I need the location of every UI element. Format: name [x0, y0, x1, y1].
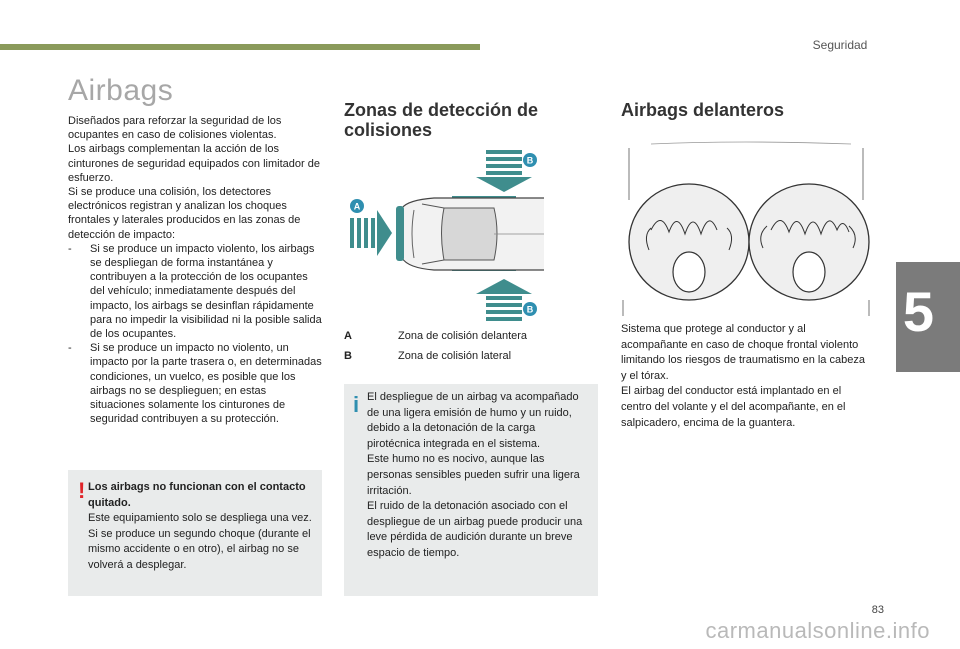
warning-text — [88, 480, 312, 574]
front-airbags-illustration — [621, 140, 871, 316]
page-title: Airbags — [68, 74, 174, 107]
zone-b-top-label: B — [526, 155, 534, 166]
zone-b-bottom-label: B — [526, 304, 534, 315]
info-paragraph: El ruido de la detonación asociado con el despliegue de un airbag puede producir una leve pérdida de audición durante un breve espacio de tiempo. — [367, 500, 583, 559]
list-item — [68, 242, 323, 341]
info-text — [367, 390, 589, 562]
page-number: 83 — [871, 604, 884, 616]
body-paragraph: El airbag del conductor está implantado en el centro del volante y el del acompañante, en el salpicadero, encima de la guantera. — [621, 385, 846, 429]
zone-a-label: A — [353, 201, 361, 212]
info-icon: i — [353, 392, 360, 417]
header-accent-bar — [0, 44, 480, 50]
warning-bold: Los airbags no funcionan con el contacto quitado. — [88, 481, 306, 509]
list-dash: - — [68, 342, 72, 355]
impact-list — [68, 242, 323, 427]
list-item — [68, 341, 323, 426]
legend-text: Zona de colisión lateral — [398, 350, 512, 362]
body-paragraph: Sistema que protege al conductor y al acompañante en caso de choque frontal violento limitando los riesgos de traumatismo en la cabeza y el tórax. — [621, 323, 865, 382]
legend-row — [344, 350, 598, 362]
airbags-section — [68, 74, 323, 426]
section-heading: Zonas de detección de colisiones — [344, 100, 539, 140]
warning-body: Este equipamiento solo se despliega una vez. Si se produce un segundo choque (durante el mismo accidente o en otro), el airbag no se volverá a desplegar. — [88, 512, 312, 571]
intro-paragraph: Diseñados para reforzar la seguridad de los ocupantes en caso de colisiones violentas. — [68, 115, 282, 142]
intro-paragraph: Si se produce una colisión, los detectores electrónicos registran y analizan los choques frontales y laterales producidos en las zonas de detección de impacto: — [68, 186, 301, 241]
collision-zones-diagram — [344, 146, 544, 322]
info-paragraph: Este humo no es nocivo, aunque las personas sensibles pueden sufrir una ligera irritación. — [367, 453, 580, 497]
driver-airbag — [629, 184, 749, 300]
watermark: carmanualsonline.info — [705, 618, 930, 643]
info-box — [344, 384, 598, 596]
warning-box — [68, 470, 322, 596]
intro-paragraph: Los airbags complementan la acción de los cinturones de seguridad equipados con limitador de esfuerzo. — [68, 143, 320, 184]
legend-text: Zona de colisión delantera — [398, 330, 528, 342]
list-item-text: Si se produce un impacto violento, los airbags se despliegan de forma instantánea y contribuyen a la protección de los ocupantes del vehículo; inmediatamente después del impacto, los airbags se desinflan rápidamente para no impedir la visibilidad ni la posible salida de los ocupantes. — [90, 242, 322, 341]
passenger-airbag — [749, 184, 869, 300]
detection-zones-section — [344, 100, 598, 140]
chapter-number: 5 — [902, 280, 934, 343]
list-item-text: Si se produce un impacto no violento, un impacto por la parte trasera o, en determinadas condiciones, un vuelco, es posible que los airbags no se desplieguen; en estas situaciones solamente los cinturones de seguridad contribuyen a su protección. — [90, 342, 322, 426]
warning-icon: ! — [78, 478, 86, 503]
arrow-right-icon — [350, 210, 392, 256]
arrow-down-icon — [476, 150, 532, 192]
section-title: Seguridad — [812, 38, 868, 52]
front-airbags-text — [621, 322, 871, 431]
legend-row — [344, 330, 598, 342]
arrow-up-icon — [476, 279, 532, 321]
front-airbags-section — [621, 100, 871, 120]
list-dash: - — [68, 242, 72, 255]
legend-key: A — [344, 330, 352, 342]
info-paragraph: El despliegue de un airbag va acompañado de una ligera emisión de humo y un ruido, debido a la detonación de la carga pirotécnica integrada en el sistema. — [367, 391, 579, 450]
section-heading: Airbags delanteros — [621, 100, 785, 120]
legend-key: B — [344, 350, 352, 362]
car-top-view — [396, 196, 544, 271]
diagram-legend — [344, 330, 598, 370]
